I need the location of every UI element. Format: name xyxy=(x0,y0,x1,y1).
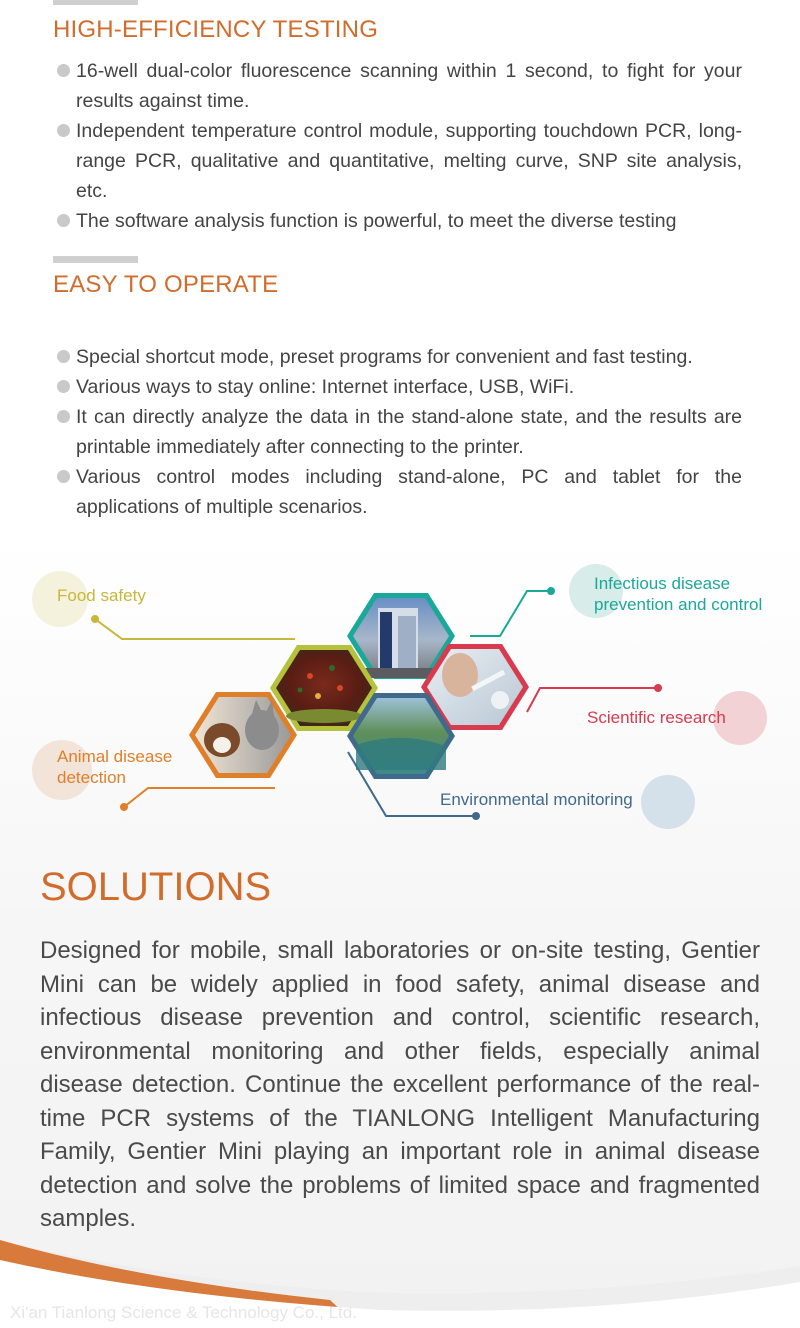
section-title-high-efficiency: HIGH-EFFICIENCY TESTING xyxy=(53,16,379,43)
environment-circle xyxy=(641,775,695,829)
animal-connector-dot xyxy=(120,803,128,811)
animal-disease-label: Animal disease detection xyxy=(57,747,173,787)
solutions-title: SOLUTIONS xyxy=(40,865,272,909)
footer-company-name: Xi'an Tianlong Science & Technology Co., Ltd. xyxy=(10,1303,357,1322)
bullet-dot-icon xyxy=(57,64,70,77)
section-title-easy-to-operate: EASY TO OPERATE xyxy=(53,271,279,298)
environment-connector-dot xyxy=(472,812,480,820)
food-connector-dot xyxy=(91,615,99,623)
food-connector-line xyxy=(95,619,295,639)
bullet-dot-icon xyxy=(57,124,70,137)
high-efficiency-list xyxy=(56,56,742,236)
list-item: Special shortcut mode, preset programs for convenient and fast testing. xyxy=(56,342,742,372)
bullet-dot-icon xyxy=(57,214,70,227)
list-item: 16-well dual-color fluorescence scanning within 1 second, to fight for your results against time. xyxy=(56,56,742,116)
food-safety-label: Food safety xyxy=(57,586,146,605)
list-item: Various control modes including stand-alone, PC and tablet for the applications of multiple scenarios. xyxy=(56,462,742,522)
list-item: Independent temperature control module, supporting touchdown PCR, long-range PCR, qualitative and quantitative, melting curve, SNP site analysis, etc. xyxy=(56,116,742,206)
easy-to-operate-list xyxy=(56,342,742,522)
list-item: Various ways to stay online: Internet interface, USB, WiFi. xyxy=(56,372,742,402)
infectious-connector-line xyxy=(470,591,551,636)
bullet-dot-icon xyxy=(57,470,70,483)
list-item: It can directly analyze the data in the stand-alone state, and the results are printable immediately after connecting to the printer. xyxy=(56,402,742,462)
list-item: The software analysis function is powerful, to meet the diverse testing xyxy=(56,206,742,236)
environmental-monitoring-label: Environmental monitoring xyxy=(440,790,633,809)
bullet-dot-icon xyxy=(57,350,70,363)
solutions-body: Designed for mobile, small laboratories or on-site testing, Gentier Mini can be widely applied in food safety, animal disease and infectious disease prevention and control, scientific research, environmental monitoring and other fields, especially animal disease detection. Continue the excellent performance of the real-time PCR systems of the TIANLONG Intelligent Manufacturing Family, Gentier Mini playing an important role in animal disease detection and solve the problems of limited space and fragmented samples. xyxy=(40,937,760,1232)
animal-connector-line xyxy=(124,788,275,807)
research-connector-dot xyxy=(654,684,662,692)
scientific-research-label: Scientific research xyxy=(587,708,726,727)
bullet-dot-icon xyxy=(57,380,70,393)
section-divider-bar xyxy=(53,256,138,263)
bullet-dot-icon xyxy=(57,410,70,423)
infectious-label: Infectious disease prevention and control xyxy=(594,574,763,614)
infectious-connector-dot xyxy=(547,587,555,595)
section-divider-bar xyxy=(53,0,138,5)
